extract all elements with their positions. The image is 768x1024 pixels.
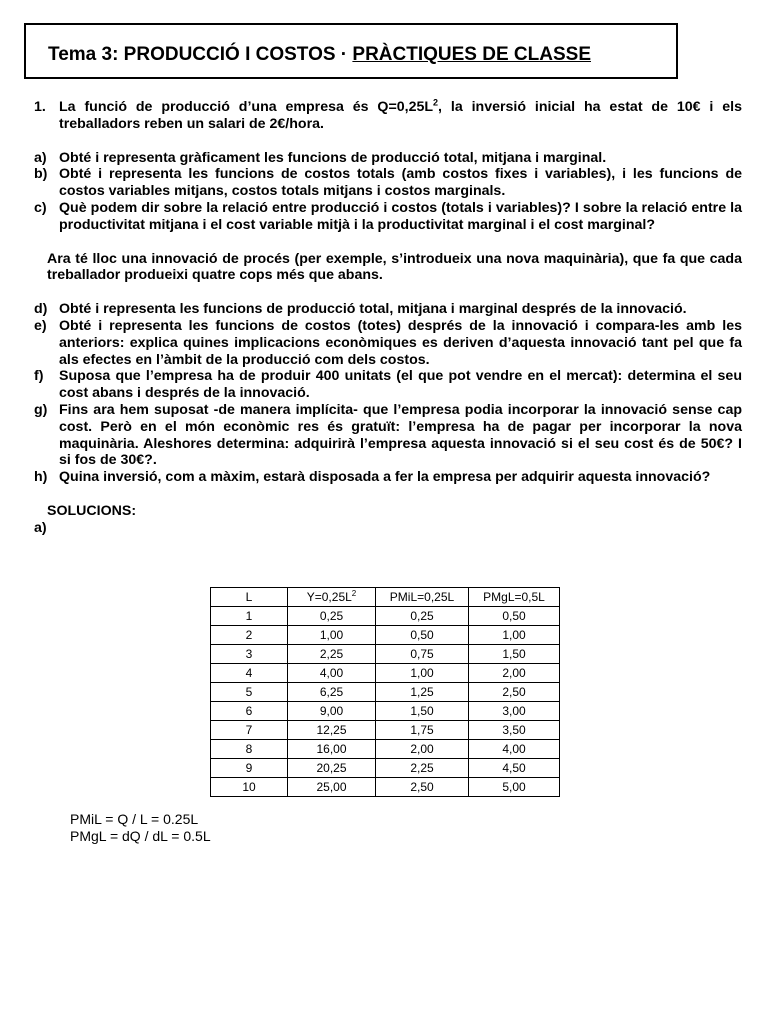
question-label: a) [34,149,47,166]
table-header-row [211,588,560,607]
table-cell: 8 [211,740,288,759]
formulas [70,811,211,845]
problem-statement [34,99,742,133]
table-cell: 1,50 [469,645,560,664]
question-e [34,318,742,368]
table-cell: 2,00 [469,664,560,683]
table-row [211,626,560,645]
question-label: e) [34,317,47,334]
table-cell: 3,50 [469,721,560,740]
table-row [211,778,560,797]
table-cell: 7 [211,721,288,740]
production-table [210,587,560,797]
question-label: g) [34,401,48,418]
table-cell: 0,25 [288,607,376,626]
title-underlined: PRÀCTIQUES DE CLASSE [352,44,591,65]
question-label: c) [34,199,47,216]
table-row [211,702,560,721]
question-g [34,402,742,469]
table-cell: 0,50 [469,607,560,626]
table-cell: 6,25 [288,683,376,702]
question-text: Obté i representa les funcions de producció total, mitjana i marginal després de la innovació. [59,301,687,318]
question-a [34,150,742,167]
table-cell: 10 [211,778,288,797]
table-body [211,607,560,797]
statement-part2: , la inversió inicial ha estat de 10€ i els treballadors reben un salari de 2€/hora. [59,99,742,132]
table-cell: 9,00 [288,702,376,721]
table-cell: 0,25 [376,607,469,626]
table-row [211,645,560,664]
page-title [48,44,591,66]
table-cell: 2,00 [376,740,469,759]
formula-pmil: PMiL = Q / L = 0.25L [70,811,199,827]
table-cell: 5 [211,683,288,702]
table-cell: 12,25 [288,721,376,740]
table-cell: 1,00 [288,626,376,645]
table-row [211,740,560,759]
title-box [24,23,678,79]
question-label: d) [34,301,48,318]
innovation-paragraph: Ara té lloc una innovació de procés (per exemple, s’introdueix una nova maquinària), que fa que cada treballador produeixi quatre cops més que abans. [47,250,742,284]
problem-text [59,99,742,133]
table-cell: 1,25 [376,683,469,702]
table-cell: 16,00 [288,740,376,759]
question-text: Què podem dir sobre la relació entre producció i costos (totals i variables)? I sobre la relació entre la productivitat mitjana i el cost variable mitjà i la productivitat marginal i el cost marginal? [59,199,742,233]
question-text: Fins ara hem suposat -de manera implícita- que l’empresa podia incorporar la innovació sense cap cost. Però en el món econòmic res és gratuït: l’empresa ha de pagar per incorporar la nova maquinària. Aleshores determina: adquirirà l’empresa aquesta innovació si el seu cost és de 50€? I si fos de 30€?. [59,401,742,469]
table-cell: 2,50 [376,778,469,797]
question-label: h) [34,469,48,486]
table-row [211,664,560,683]
table-cell: 2 [211,626,288,645]
question-text: Obté i representa les funcions de costos totals (amb costos fixes i variables), i les funcions de costos variables mitjans, costos totals mitjans i costos marginals. [59,166,742,200]
header-y-text: Y=0,25L [306,590,352,604]
table-cell: 2,50 [469,683,560,702]
table-row [211,607,560,626]
table-cell: 20,25 [288,759,376,778]
table-cell: 1 [211,607,288,626]
problem-number: 1. [34,99,46,115]
table-cell: 1,75 [376,721,469,740]
table-cell: 4,00 [469,740,560,759]
table-row [211,759,560,778]
table-row [211,683,560,702]
table-cell: 4,00 [288,664,376,683]
table-cell: 5,00 [469,778,560,797]
question-d [34,301,742,318]
question-h [34,469,742,486]
question-text: Quina inversió, com a màxim, estarà disposada a fer la empresa per adquirir aquesta innovació? [59,469,711,486]
document-body [34,99,742,537]
table-cell: 6 [211,702,288,721]
table-cell: 2,25 [288,645,376,664]
statement-sup: 2 [433,97,439,108]
header-l: L [211,588,288,607]
header-pmgl: PMgL=0,5L [469,588,560,607]
table-cell: 1,00 [469,626,560,645]
table-cell: 2,25 [376,759,469,778]
header-pmil: PMiL=0,25L [376,588,469,607]
table-cell: 1,00 [376,664,469,683]
question-label: f) [34,368,44,385]
table-cell: 1,50 [376,702,469,721]
table-cell: 9 [211,759,288,778]
question-f [34,368,742,402]
table-cell: 0,75 [376,645,469,664]
question-text: Obté i representa les funcions de costos (totes) després de la innovació i compara-les amb les anteriors: explica quines implicacions econòmiques es deriven d’aquesta innovació tant pel que fa als efectes en l’àmbit de la producció com dels costos. [59,317,742,368]
header-y [288,588,376,607]
question-text: Obté i representa gràficament les funcions de producció total, mitjana i marginal. [59,149,607,166]
table-row [211,721,560,740]
table-cell: 3 [211,645,288,664]
table-cell: 4,50 [469,759,560,778]
formula-pmgl: PMgL = dQ / dL = 0.5L [70,828,211,844]
question-b [34,166,742,200]
solutions-sub-label: a) [34,519,47,536]
statement-part1: La funció de producció d’una empresa és Q=0,25L [59,99,434,115]
question-text: Suposa que l’empresa ha de produir 400 unitats (el que pot vendre en el mercat): determina el seu cost abans i després de la innovació. [59,368,742,402]
question-label: b) [34,166,48,183]
solutions-heading: SOLUCIONS: [47,502,137,519]
header-y-sup: 2 [351,589,357,598]
question-c [34,200,742,234]
table-cell: 3,00 [469,702,560,721]
title-prefix: Tema 3: PRODUCCIÓ I COSTOS · [48,44,353,65]
table-cell: 0,50 [376,626,469,645]
table-cell: 25,00 [288,778,376,797]
table-cell: 4 [211,664,288,683]
